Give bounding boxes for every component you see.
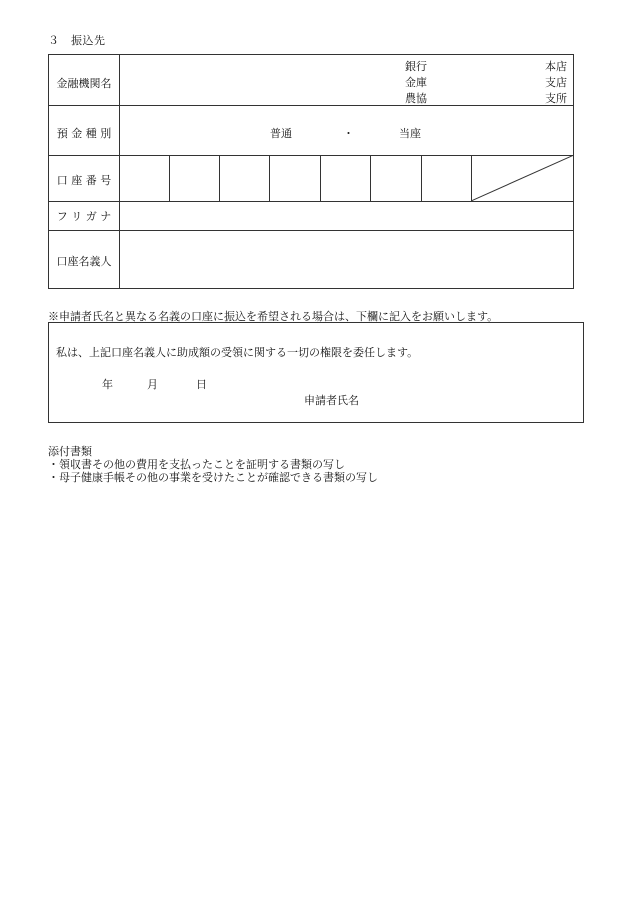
furigana-field[interactable]	[121, 202, 571, 229]
holder-label: 口座名義人	[56, 255, 112, 268]
section-title: ３ 振込先	[48, 34, 106, 47]
delegation-statement: 私は、上記口座名義人に助成額の受領に関する一切の権限を委任します。	[56, 346, 419, 359]
deposit-option-separator: ・	[343, 127, 354, 140]
delegation-box	[48, 322, 584, 423]
digit-box-divider	[219, 155, 220, 201]
delegation-note: ※申請者氏名と異なる名義の口座に振込を希望される場合は、下欄に記入をお願いします。	[48, 310, 499, 323]
digit-box-divider	[320, 155, 321, 201]
deposit-option-current[interactable]: 当座	[399, 127, 421, 140]
date-month-label: 月	[147, 378, 158, 391]
digit-box-divider	[370, 155, 371, 201]
institution-type-shinkin: 金庫	[405, 76, 427, 89]
date-year-label: 年	[102, 378, 113, 391]
account-number-label: 口 座 番 号	[56, 174, 112, 187]
branch-type-branch: 支店	[545, 76, 567, 89]
label-column-divider	[119, 55, 120, 289]
branch-type-office: 支所	[545, 92, 567, 105]
row-divider	[49, 105, 573, 106]
attachments-title: 添付書類	[48, 445, 92, 458]
unused-cell-diagonal	[471, 155, 574, 201]
attachment-item: ・母子健康手帳その他の事業を受けたことが確認できる書類の写し	[48, 471, 378, 484]
digit-box-divider	[269, 155, 270, 201]
bank-account-table	[48, 54, 574, 289]
holder-field[interactable]	[121, 232, 571, 287]
attachment-item: ・領収書その他の費用を支払ったことを証明する書類の写し	[48, 458, 345, 471]
institution-type-nokyo: 農協	[405, 92, 427, 105]
date-day-label: 日	[196, 378, 207, 391]
digit-box-divider	[421, 155, 422, 201]
applicant-name-label: 申請者氏名	[304, 394, 359, 407]
row-divider	[49, 230, 573, 231]
institution-type-bank: 銀行	[405, 60, 427, 73]
branch-type-head: 本店	[545, 60, 567, 73]
deposit-type-label: 預 金 種 別	[56, 127, 112, 140]
institution-label: 金融機関名	[56, 77, 112, 90]
digit-box-divider	[169, 155, 170, 201]
furigana-label: フ リ ガ ナ	[56, 210, 112, 223]
deposit-option-ordinary[interactable]: 普通	[270, 127, 292, 140]
